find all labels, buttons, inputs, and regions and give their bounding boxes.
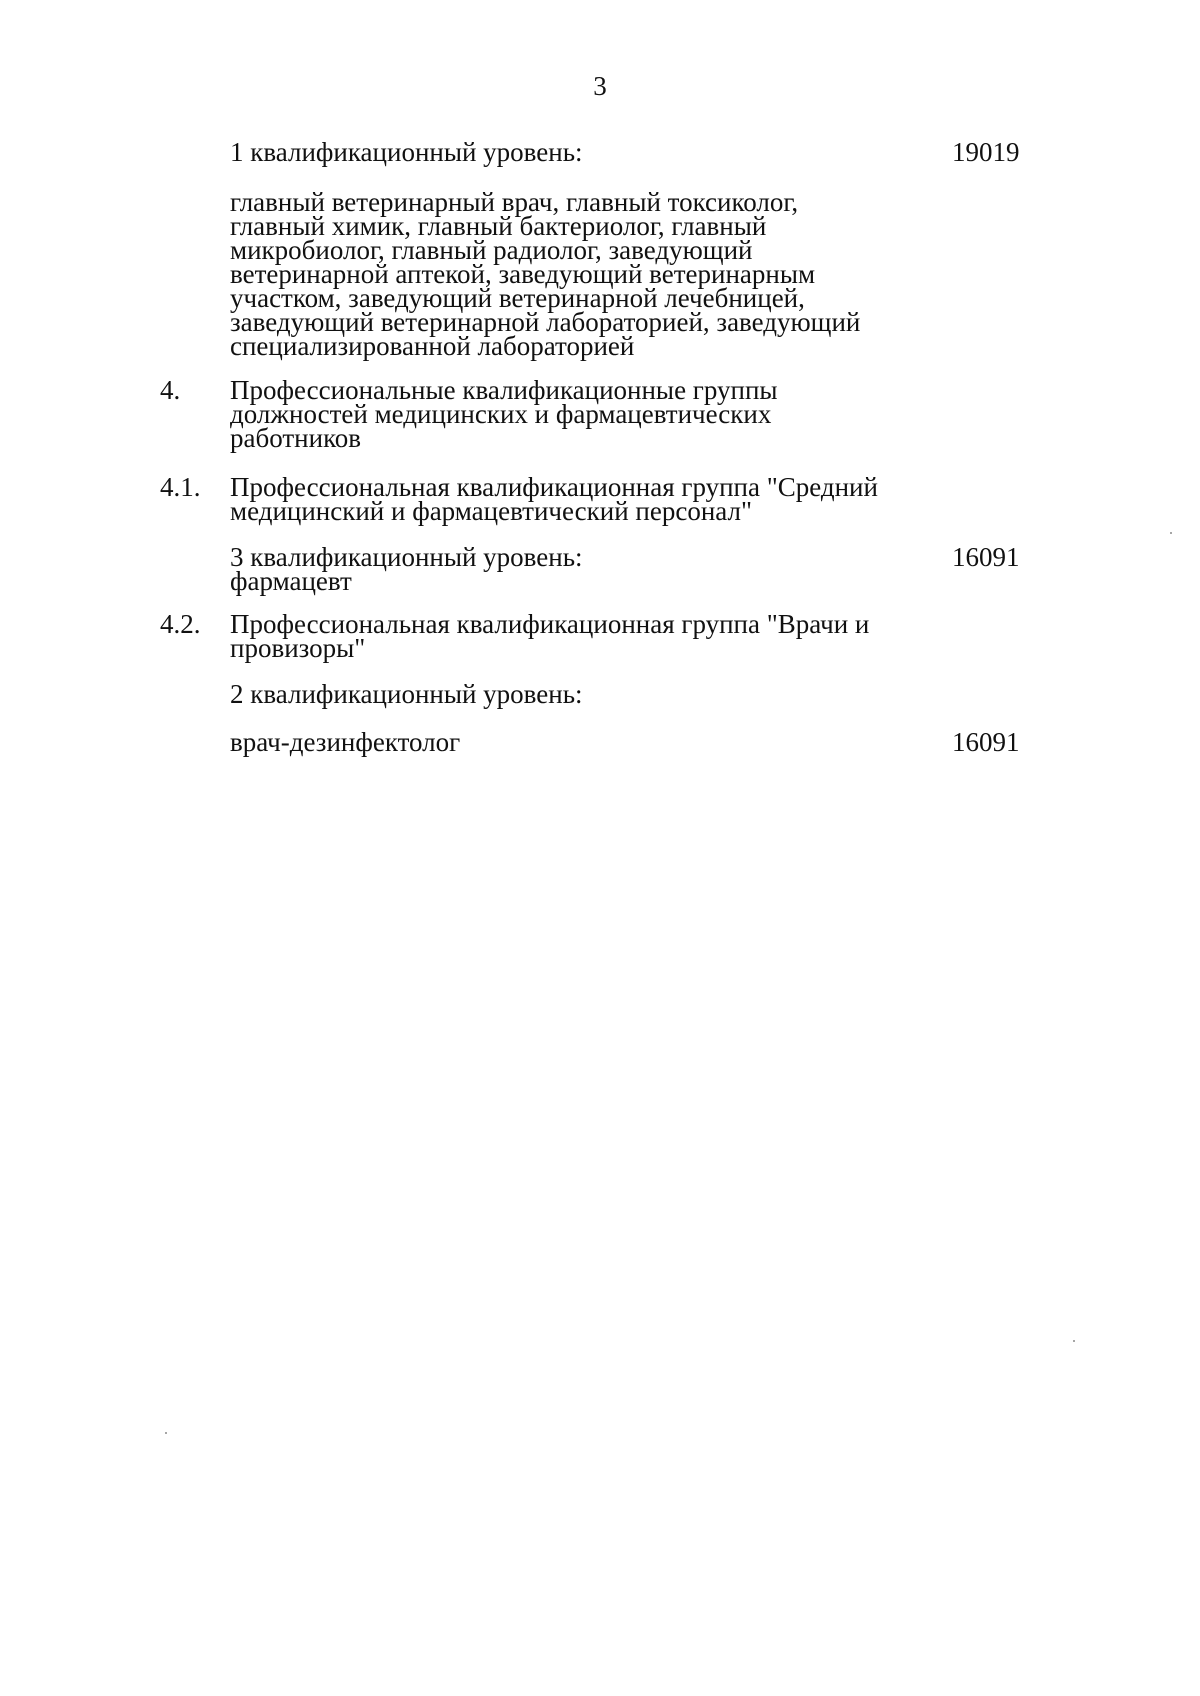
section-title-line: Профессиональная квалификационная группа "Врачи и: [230, 609, 870, 639]
page-number: 3: [593, 71, 607, 101]
qualification-level-label: 3 квалификационный уровень:: [230, 542, 583, 572]
qualification-level-label: 1 квалификационный уровень:: [230, 137, 583, 167]
section-title-line: Профессиональная квалификационная группа "Средний: [230, 472, 878, 502]
position-name: врач-дезинфектолог: [230, 727, 461, 757]
section-number: 4.1.: [160, 472, 201, 502]
position-name: фармацевт: [230, 566, 352, 596]
positions-line: участком, заведующий ветеринарной лечебницей,: [230, 283, 805, 313]
section-title-line: провизоры": [230, 633, 366, 663]
positions-line: главный ветеринарный врач, главный токсиколог,: [230, 187, 799, 217]
section-number: 4.2.: [160, 609, 201, 639]
positions-line: специализированной лабораторией: [230, 331, 635, 361]
section-title-line: работников: [230, 423, 362, 453]
positions-line: микробиолог, главный радиолог, заведующий: [230, 235, 753, 265]
qualification-level-block: [230, 542, 930, 596]
salary-value: 16091: [952, 542, 1020, 572]
scan-speck: [1073, 1340, 1075, 1342]
scan-speck: [1170, 532, 1172, 534]
qualification-level-label: 2 квалификационный уровень:: [230, 679, 583, 709]
positions-line: заведующий ветеринарной лабораторией, заведующий: [230, 307, 861, 337]
section-number: 4.: [160, 375, 181, 405]
section-title: [230, 375, 930, 453]
positions-text: [230, 187, 930, 361]
section-title: [230, 472, 930, 526]
positions-line: ветеринарной аптекой, заведующий ветеринарным: [230, 259, 816, 289]
salary-value: 16091: [952, 727, 1020, 757]
scan-speck: [165, 1432, 167, 1434]
section-title-line: Профессиональные квалификационные группы: [230, 375, 778, 405]
section-title-line: должностей медицинских и фармацевтических: [230, 399, 772, 429]
salary-value: 19019: [952, 137, 1020, 167]
positions-line: главный химик, главный бактериолог, главный: [230, 211, 767, 241]
section-title-line: медицинский и фармацевтический персонал": [230, 496, 752, 526]
section-title: [230, 609, 930, 663]
